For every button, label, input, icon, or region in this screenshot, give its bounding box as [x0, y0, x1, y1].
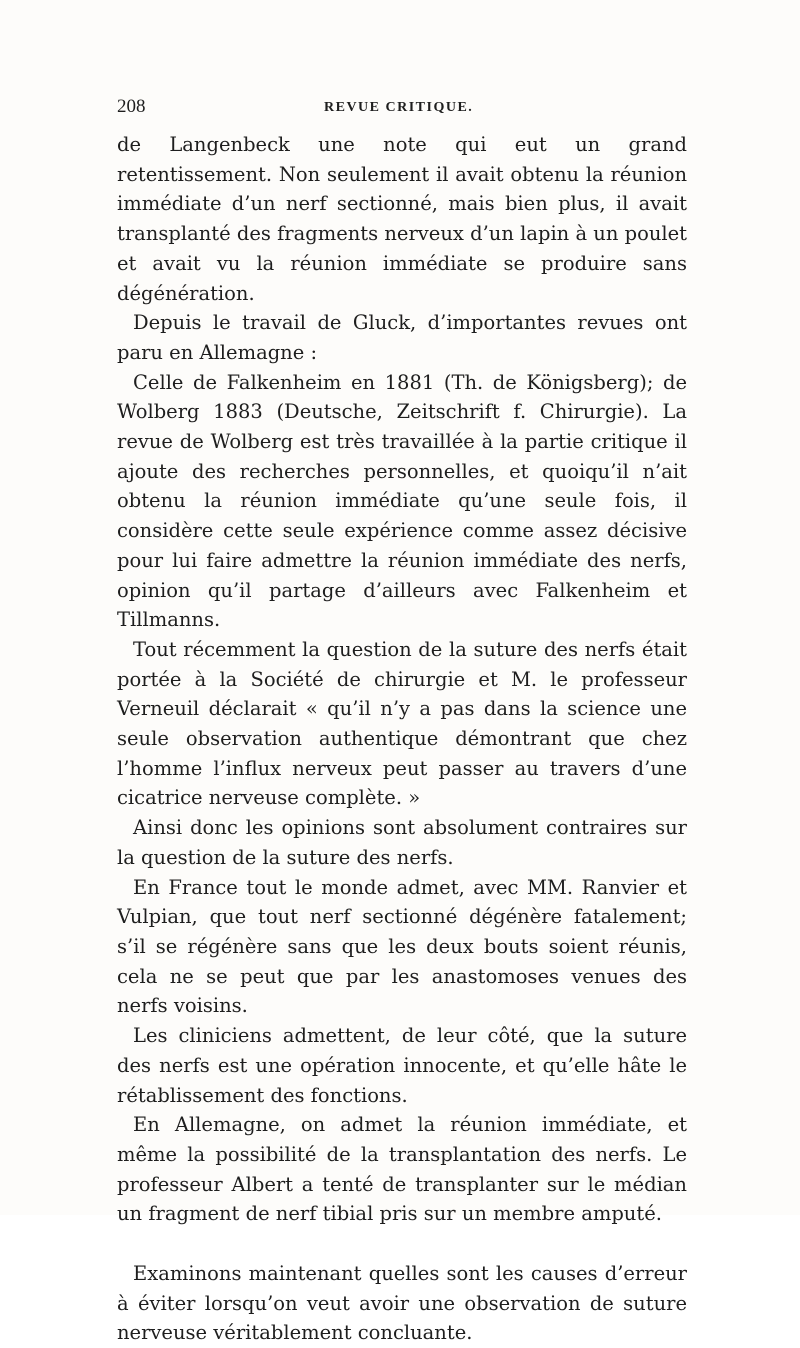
running-head [117, 96, 687, 122]
paragraph-gluck: Depuis le travail de Gluck, d’importantes revues ont paru en Allemagne : [117, 311, 687, 364]
paragraph-france: En France tout le monde admet, avec MM. Ranvier et Vulpian, que tout nerf sectionné dégénère fatalement; s’il se régénère sans que les deux bouts soient réunis, cela ne se peut que par les anastomoses venues des nerfs voisins. [117, 875, 687, 1018]
page-number: 208 [117, 96, 146, 117]
paragraph-allemagne: En Allemagne, on admet la réunion immédiate, et même la possibilité de la transplantation des nerfs. Le professeur Albert a tenté de transplanter sur le médian un fragment de nerf tibial pris sur un membre amputé. [117, 1113, 687, 1226]
body-text [117, 130, 687, 1348]
paragraph-opinions: Ainsi donc les opinions sont absolument contraires sur la question de la suture des nerfs. [117, 816, 687, 869]
paragraph-langenbeck: de Langenbeck une note qui eut un grand retentissement. Non seulement il avait obtenu la réunion immédiate d’un nerf sectionné, mais bien plus, il avait transplanté des fragments nerveux d’un lapin à un poulet et avait vu la réunion immédiate se produire sans dégénération. [117, 133, 687, 305]
running-title: REVUE CRITIQUE. [324, 100, 474, 115]
paragraph-examinons: Examinons maintenant quelles sont les causes d’erreur à éviter lorsqu’on veut avoir une observation de suture nerveuse véritablement concluante. [117, 1262, 687, 1345]
paragraph-falkenheim-wolberg: Celle de Falkenheim en 1881 (Th. de Königsberg); de Wolberg 1883 (Deutsche, Zeitschrift f. Chirurgie). La revue de Wolberg est très travaillée à la partie critique il ajoute des recherches personnelles, et quoiqu’il n’ait obtenu la réunion immédiate qu’une seule fois, il considère cette seule expérience comme assez décisive pour lui faire admettre la réunion immédiate des nerfs, opinion qu’il partage d’ailleurs avec Falkenheim et Tillmanns. [117, 370, 687, 632]
paragraph-cliniciens: Les cliniciens admettent, de leur côté, que la suture des nerfs est une opération innocente, et qu’elle hâte le rétablissement des fonctions. [117, 1024, 687, 1107]
paragraph-verneuil: Tout récemment la question de la suture des nerfs était portée à la Société de chirurgie et M. le professeur Verneuil déclarait « qu’il n’y a pas dans la science une seule observation authentique démontrant que chez l’homme l’influx nerveux peut passer au travers d’une cicatrice nerveuse complète. » [117, 637, 687, 810]
